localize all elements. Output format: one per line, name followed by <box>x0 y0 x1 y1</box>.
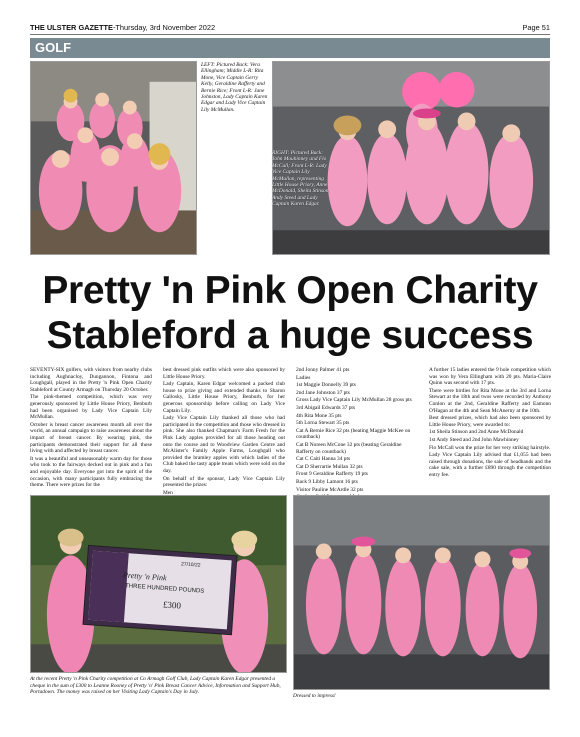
paragraph: There were birdies for Rita Mone at the 3rd and Lorna Stewart at the 18th and twos were recorded by Anthony Conlon at the 2nd, Geraldine Rafferty and Eamonn O'Hagan at the 4th and Sean McAnerny at the 10th. <box>429 387 551 414</box>
result-line: Cat C Caiti Hanna 34 pts <box>296 456 351 463</box>
caption-cheque: At the recent Pretty 'n Pink Charity competition at Co Armagh Golf Club, Lady Captain Karen Edgar presented a cheque in the sum of £300 to Leanne Rooney of Pretty 'n' Pink Breast Cancer Advice, Information and Support Hub, Portadown. The money was raised on her Visiting Lady Captain's Day in July. <box>30 676 281 695</box>
cheque-words: THREE HUNDRED POUNDS <box>124 583 205 595</box>
paragraph: Men <box>163 489 173 496</box>
paragraph: October is breast cancer awareness month all over the world, an annual campaign to raise awareness about the impact of breast cancer. By wearing pink, the participants demonstrated their support for all those living with and affected by breast cancer. <box>30 421 152 455</box>
paragraph: Flo McCall won the prize for her very striking hairstyle. <box>429 444 551 451</box>
result-line: 3rd Abigail Edwards 37 pts <box>296 404 355 411</box>
article-column-4 <box>429 367 551 480</box>
result-line: 5th Lorna Stewart 35 pts <box>296 420 350 427</box>
result-line: Cat A Bernie Rice 32 pts (beating Maggie McKee on countback) <box>296 427 411 441</box>
article-column-3 <box>296 367 418 502</box>
result-line: Ladies <box>296 374 311 381</box>
paragraph: Lady Captain, Karen Edgar welcomed a packed club house to prize giving and extended thanks to Sharon Gallosky, Little House Priory, Benburb, for her generous sponsorship before calling on Lady Vice Captain Lily. <box>163 381 285 414</box>
cheque-amount: £300 <box>162 599 182 611</box>
result-line: 2nd Jane Johnston 37 pts <box>296 389 350 396</box>
result-line: Front 9 Geraldine Rafferty 19 pts <box>296 471 368 478</box>
result-line: Cat B Noreen McCone 32 pts (beating Geraldine Rafferty on countback) <box>296 441 402 455</box>
paragraph: SEVENTY-SIX golfers, with visitors from nearby clubs including Aughnacloy, Dungannon, Fintona and Loughgall, played in the Pretty 'n Pink Open Charity Stableford at County Armagh on Thursday 20 October. <box>30 367 152 393</box>
paragraph: best dressed pink outfits which were also sponsored by Little House Priory. <box>163 367 285 380</box>
paper-name-date: THE ULSTER GAZETTE-Thursday, 3rd November 2022 <box>30 23 216 32</box>
paragraph: 1st Sheila Stinson and 2nd Anne McDonald <box>429 429 524 436</box>
headline <box>30 268 550 358</box>
article-column-1 <box>30 367 152 490</box>
headline-line-2: Stableford a huge success <box>46 314 534 357</box>
paragraph: 1st Andy Steed and 2nd John Mawhinney <box>429 436 519 443</box>
result-line: Cat D Sherrartie Mullan 32 pts <box>296 463 363 470</box>
cheque-payee: Pretty 'n Pink <box>122 570 167 583</box>
section-title: GOLF <box>30 38 550 58</box>
paragraph: The pink-themed competition, which was very generously sponsored by Little House Priory, Benburb had been organised by Lady Vice Captain Lily McMullan. <box>30 394 152 421</box>
result-line: 2nd Jonny Palmer 41 pts <box>296 367 350 373</box>
result-line: Gross Lady Vice Captain Lily McMullan 28 gross pts <box>296 397 412 404</box>
article-column-2 <box>163 367 285 505</box>
result-line: 4th Rita Mone 35 pts <box>296 412 342 419</box>
result-line: 1st Maggie Donnelly 39 pts <box>296 382 356 389</box>
paragraph: Lady Vice Captain Lily thanked all those who had participated in the competition and those who dressed in pink. She also thanked Chapman's Farm Fresh for the Pink Lady apples provided for all those heading out onto the course and to Woodview Garden Centre and McAlister's Family Apple Farms, Loughgall who provided the bramley apples with which ladies of the Club baked the tasty apple treats which were sold on the day. <box>163 415 285 474</box>
paragraph: Best dressed prizes, which had also been sponsored by Little House Priory, were awarded to: <box>429 415 551 428</box>
photo-cheque-presentation <box>30 495 287 673</box>
paragraph: It was a beautiful and unseasonably warm day for those who took to the fairways decked out in pink and a fun and enjoyable day. Everyone got into the spirit of the occasion, with many participants fully embracing the theme. There were prizes for the <box>30 455 152 489</box>
page-header <box>30 19 550 35</box>
photo-dressed-group <box>293 495 550 690</box>
paragraph: A further 15 ladies entered the 9 hole competition which was won by Vera Ellingham with 20 pts. Maria-Claire Quinn was second with 17 pts. <box>429 367 551 387</box>
caption-dressed: Dressed to impress! <box>293 693 336 699</box>
paragraph: Lady Vice Captain Lily advised that £1,055 had been raised through donations, the sale of headbands and the cake sale, with a further £890 through the competition entry fee. <box>429 452 551 478</box>
headline-line-1: Pretty 'n Pink Open Charity <box>42 269 538 312</box>
result-line: Back 9 Libby Lamont 16 pts <box>296 478 358 485</box>
page-number: Page 51 <box>522 23 550 32</box>
result-line: Visitor Pauline McArdle 32 pts <box>296 486 364 493</box>
photo-group-left <box>30 61 197 255</box>
caption-left: LEFT: Pictured Back: Vera Ellingham; Middle L-R: Rita Mone, Vice Captain Gerry Kelly, Geraldine Rafferty and Bernie Rice; Front L-R: Jane Johnston, Lady Captain Karen Edgar and Lady Vice Captain Lily McMullan. <box>201 62 268 113</box>
paragraph: On behalf of the sponsor, Lady Vice Captain Lily presented the prizes: <box>163 475 285 489</box>
cheque-date: 27/10/22 <box>180 561 201 569</box>
caption-right: RIGHT: Pictured Back: John Mouhinney and Flo McCall; Front L-R: Lady Vice Captain Lily McMullan, representing Little House Priory, Anne McDonald, Sheila Stinson, Andy Steed and Lady Captain Karen Edgar. <box>272 150 330 208</box>
